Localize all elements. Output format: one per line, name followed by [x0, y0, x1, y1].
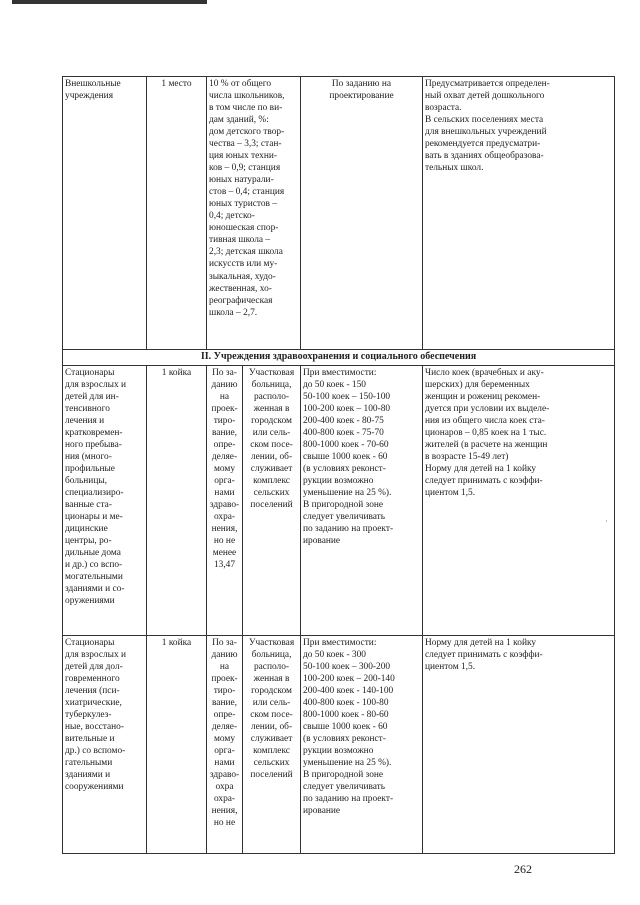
capacity-text: При вместимости: до 50 коек - 300 50-100 коек – 300-200 100-200 коек – 200-140 200-400 коек - 140-100 400-800 коек - 100-80 800-1000 коек - 80-60 свыше 1000 коек - 60 (в условиях реконст- рукции возможно уменьшение на 25 %). В пригородной зоне следует увеличивать по заданию на проект- ирование [303, 637, 395, 817]
capacity-text: По заданию на проектирование [329, 79, 394, 102]
institution-name-text: Стационары для взрослых и детей для дол- говременного лечения (пси- хиатрические, туберкулез- ные, восстано- вительные и др.) со вспомо- гательными зданиями и сооружениями [65, 637, 127, 793]
unit-text: 1 койка [161, 367, 192, 378]
institution-name-text: Внешкольные учреждения [65, 79, 121, 102]
norms-table [62, 76, 615, 854]
cell-note [423, 77, 615, 350]
cell-capacity [301, 77, 423, 350]
table-row-extracurricular [63, 77, 615, 350]
section-heading: II. Учреждения здравоохранения и социального обеспечения [63, 350, 615, 366]
cell-note [423, 365, 615, 635]
cell-institution-name [63, 77, 147, 350]
cell-norm [207, 77, 301, 350]
cell-unit [147, 365, 207, 635]
unit-text: 1 место [161, 79, 192, 89]
cell-capacity [301, 635, 423, 853]
cell-institution-name [63, 365, 147, 635]
cell-unit [147, 77, 207, 350]
institution-name-text: Стационары для взрослых и детей для ин- тенсивного лечения и кратковремен- ного пребыва- ния (много- профильные больницы, специализиро- ванные ста- ционары и ме- дицинские центры, ро- дильные дома и др.) со вспо- могательными зданиями и со- оружениями [65, 367, 127, 607]
cell-unit [147, 635, 207, 853]
cell-capacity [301, 365, 423, 635]
cell-norm-b [243, 365, 301, 635]
table-row-intensive-care [63, 365, 615, 635]
capacity-text: При вместимости: до 50 коек - 150 50-100 коек – 150-100 100-200 коек – 100-80 200-400 коек - 80-75 400-800 коек - 75-70 800-1000 коек - 70-60 свыше 1000 коек - 60 (в условиях реконст- рукции возможно уменьшение на 25 %). В пригородной зоне следует увеличивать по заданию на проект- ирование [303, 367, 394, 547]
table-row-long-term-care [63, 635, 615, 853]
norm-b-text: Участковая больница, располо- женная в городском или сель- ском посе- лении, об- служивает комплекс сельских поселений [248, 637, 295, 781]
norm-a-text: По за- данию на проек- тиро- вание, опре- деляе- мому орга- нами здраво- охра охра- нения, но не [209, 637, 240, 829]
note-text: Норму для детей на 1 койку следует принимать с коэффи- циентом 1,5. [425, 637, 543, 672]
norm-b-text: Участковая больница, располо- женная в городском или сель- ском посе- лении, об- служивает комплекс сельских поселений [248, 367, 295, 511]
cell-norm-a [207, 635, 243, 853]
cell-institution-name [63, 635, 147, 853]
note-text: Число коек (врачебных и аку- шерских) для беременных женщин и рожениц рекомен- дуется при условии их выделе- ния из общего числа коек ста- ционаров – 0,85 коек на 1 тыс. жителей (в расчете на женщин в возрасте 15-49 лет) Норму для детей на 1 койку следует принимать с коэффи- циентом 1,5. [425, 367, 550, 499]
cell-norm-b [243, 635, 301, 853]
section-heading-row [63, 350, 615, 366]
norm-text: 10 % от общего числа школьников, в том числе по ви- дам зданий, %: дом детского твор- чества – 3,3; стан- ция юных техни- ков – 0,9; станция юных натурали- стов – 0,4; станция юных туристов – 0,4; детско- юношеская спор- тивная школа – 2,3; детская школа искусств или му- зыкальная, худо- жественная, хо- реографическая школа – 2,7. [209, 79, 285, 318]
cell-note [423, 635, 615, 853]
page-number: 262 [514, 862, 532, 876]
unit-text: 1 койка [161, 637, 192, 648]
top-edge-rule [12, 0, 207, 4]
norm-a-text: По за- данию на проек- тиро- вание, опре- деляе- мому орга- нами здраво- охра- нения, но не менее 13,47 [209, 367, 240, 571]
note-text: Предусматривается определен- ный охват детей дошкольного возраста. В сельских поселениях места для внешкольных учреждений рекомендуется предусматри- вать в зданиях общеобразова- тельных школ. [425, 79, 550, 174]
cell-norm-a [207, 365, 243, 635]
